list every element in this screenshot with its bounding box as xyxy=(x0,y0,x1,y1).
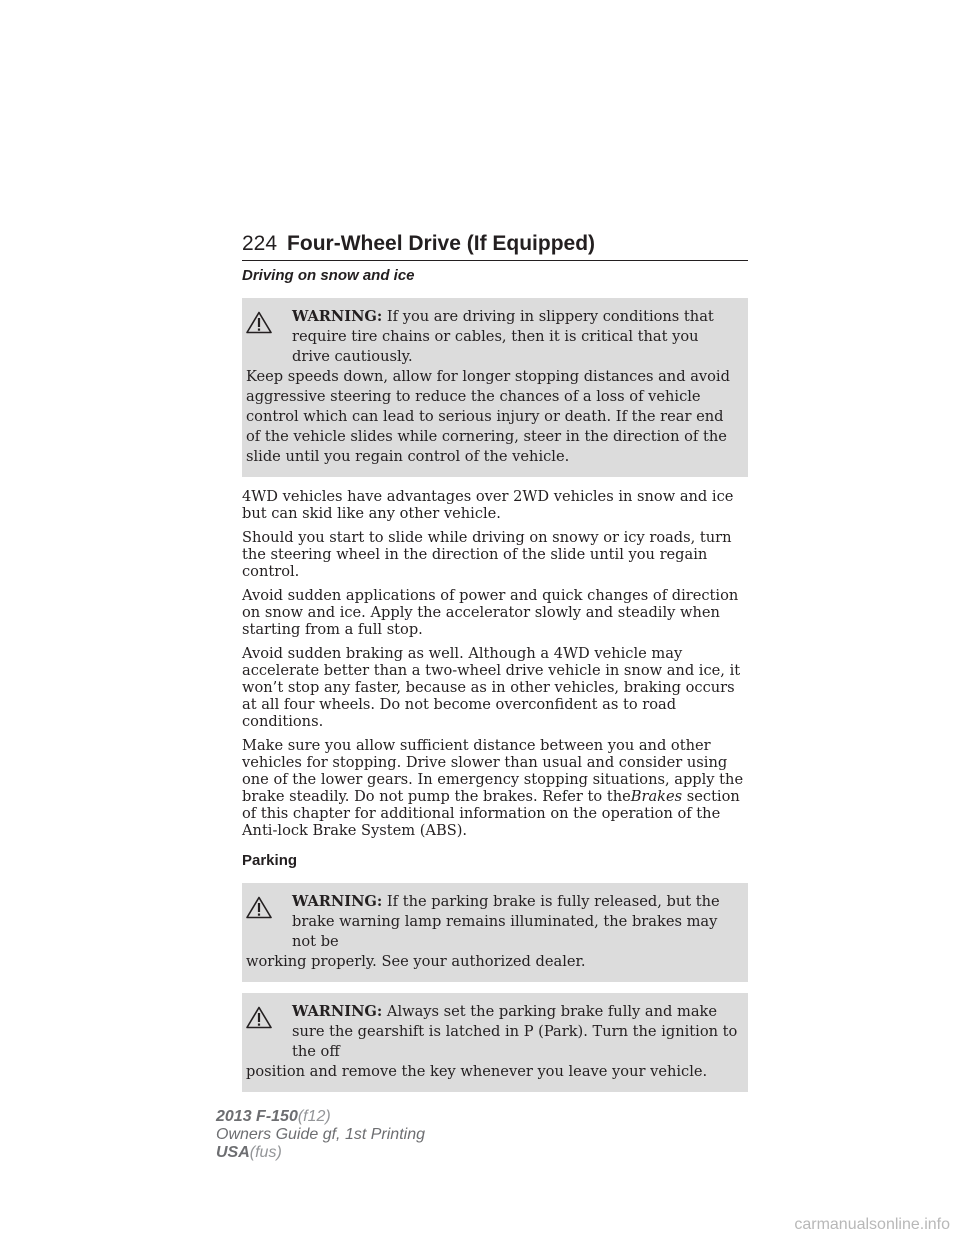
warning-triangle-icon xyxy=(246,1002,286,1062)
section-heading-snow: Driving on snow and ice xyxy=(242,267,415,284)
print-footer xyxy=(216,1108,425,1162)
warning-box xyxy=(242,298,748,477)
paragraph: Should you start to slide while driving on snowy or icy roads, turn the steering wheel in the direction of the slide until you regain control. xyxy=(242,529,732,580)
paragraph xyxy=(242,737,748,839)
paragraph: Avoid sudden braking as well. Although a 4WD vehicle may accelerate better than a two-wheel drive vehicle in snow and ice, it won’t stop any faster, because as in other vehicles, braking occurs at all four wheels. Do not become overconfident as to road conditions. xyxy=(242,645,741,730)
warning-box xyxy=(242,883,748,982)
page-number: 224 xyxy=(242,232,278,255)
warning-text-continued: Keep speeds down, allow for longer stopping distances and avoid aggressive steering to reduce the chances of a loss of vehicle control which can lead to serious injury or death. If the rear end of the vehicle slides while cornering, steer in the direction of the slide until you regain control of the vehicle. xyxy=(246,368,730,465)
page-title: Four-Wheel Drive (If Equipped) xyxy=(287,232,596,255)
brakes-reference: Brakes xyxy=(630,788,683,805)
paragraph: Avoid sudden applications of power and quick changes of direction on snow and ice. Apply the accelerator slowly and steadily when starting from a full stop. xyxy=(242,587,739,638)
paragraph-text: Make sure you allow sufficient distance between you and other vehicles for stopping. Drive slower than usual and consider using one of the lower gears. In emergency stopping situations, apply the brake steadily. Do not pump the brakes. Refer to the xyxy=(242,737,744,805)
section-heading-parking: Parking xyxy=(242,852,298,869)
warning-triangle-icon xyxy=(246,892,286,952)
warning-label: WARNING: xyxy=(292,1003,383,1020)
warning-text-continued: position and remove the key whenever you leave your vehicle. xyxy=(246,1063,708,1080)
warning-label: WARNING: xyxy=(292,893,383,910)
page-header xyxy=(242,232,748,256)
header-rule xyxy=(242,260,748,261)
warning-triangle-icon xyxy=(246,307,286,367)
warning-text: Always set the parking brake fully and make sure the gearshift is latched in P (Park). Turn the ignition to the off xyxy=(292,1003,738,1060)
paragraph: 4WD vehicles have advantages over 2WD vehicles in snow and ice but can skid like any other vehicle. xyxy=(242,488,734,522)
watermark: carmanualsonline.info xyxy=(794,1216,950,1233)
footer-market-code: (fus) xyxy=(249,1144,282,1161)
warning-text: If you are driving in slippery conditions that require tire chains or cables, then it is critical that you drive cautiously. xyxy=(292,308,714,365)
paragraph-text: section of this chapter for additional information on the operation of the Anti-lock Brake System (ABS). xyxy=(242,788,740,839)
page-content xyxy=(242,266,748,1103)
warning-box xyxy=(242,993,748,1092)
footer-model-code: (f12) xyxy=(297,1108,331,1125)
footer-printing: Owners Guide gf, 1st Printing xyxy=(216,1126,425,1143)
warning-text: If the parking brake is fully released, but the brake warning lamp remains illuminated, the brakes may not be xyxy=(292,893,720,950)
footer-market: USA xyxy=(216,1144,250,1161)
warning-label: WARNING: xyxy=(292,308,383,325)
footer-model: 2013 F-150 xyxy=(216,1108,298,1125)
warning-text-continued: working properly. See your authorized dealer. xyxy=(246,953,586,970)
